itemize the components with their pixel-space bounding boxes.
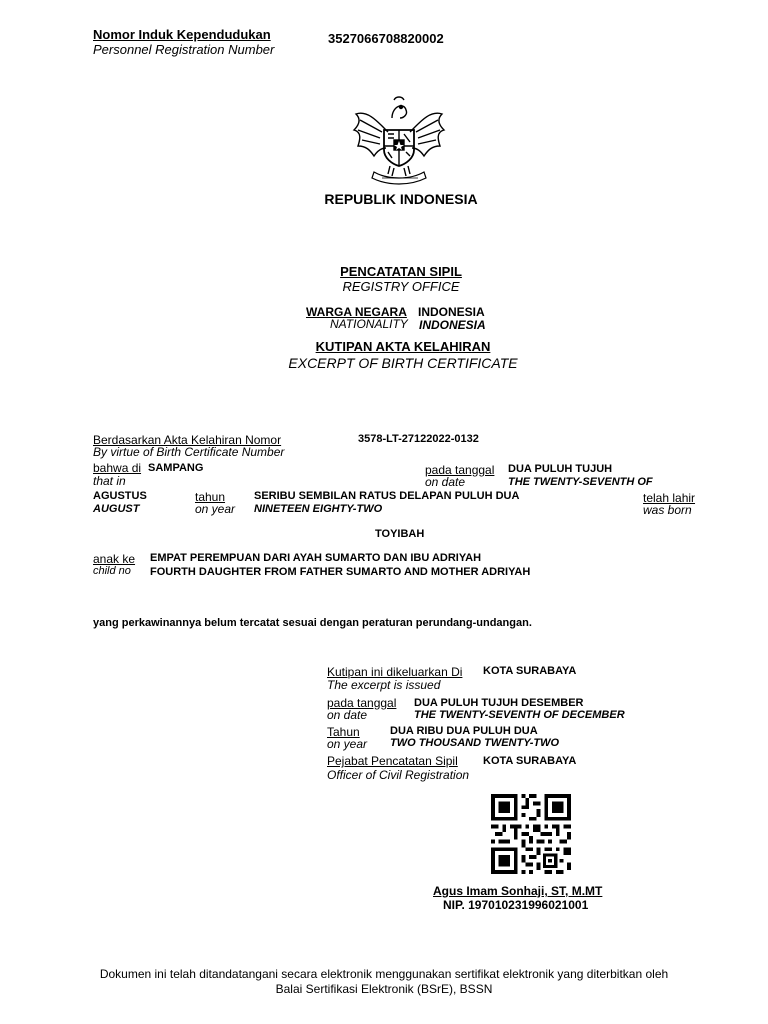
issued-value: KOTA SURABAYA <box>483 665 577 677</box>
doc-title-id: KUTIPAN AKTA KELAHIRAN <box>315 339 491 354</box>
officer-label-id: Pejabat Pencatatan Sipil <box>327 754 458 768</box>
place-label-en: that in <box>93 474 126 488</box>
footer-line-1: Dokumen ini telah ditandatangani secara elektronik menggunakan sertifikat elektronik yang diterbitkan oleh <box>99 967 669 981</box>
doc-title-en: EXCERPT OF BIRTH CERTIFICATE <box>288 355 518 371</box>
e-signature-footer <box>0 967 768 997</box>
signatory-nip: NIP. 197010231996021001 <box>443 898 589 912</box>
issue-year-label-id: Tahun <box>327 725 360 739</box>
qr-code-icon <box>491 794 571 874</box>
month-en: AUGUST <box>93 503 140 515</box>
issue-date-value-en: THE TWENTY-SEVENTH OF DECEMBER <box>414 709 625 721</box>
cert-no-value: 3578-LT-27122022-0132 <box>358 433 479 445</box>
child-no-label-en: child no <box>93 565 131 577</box>
month-id: AGUSTUS <box>93 490 147 502</box>
nik-label-id: Nomor Induk Kependudukan <box>93 27 271 42</box>
year-label-id: tahun <box>195 490 226 504</box>
issued-label-en: The excerpt is issued <box>327 678 441 692</box>
officer-value: KOTA SURABAYA <box>483 755 577 767</box>
issue-year-value-en: TWO THOUSAND TWENTY-TWO <box>390 737 560 749</box>
child-no-value-id: EMPAT PEREMPUAN DARI AYAH SUMARTO DAN IBU ADRIYAH <box>150 552 482 564</box>
garuda-emblem-icon <box>348 92 450 186</box>
child-no-value-en: FOURTH DAUGHTER FROM FATHER SUMARTO AND MOTHER ADRIYAH <box>150 566 531 578</box>
cert-no-label-id: Berdasarkan Akta Kelahiran Nomor <box>93 433 282 447</box>
office-title-en: REGISTRY OFFICE <box>342 279 460 294</box>
place-value: SAMPANG <box>148 462 204 474</box>
nationality-label-id: WARGA NEGARA <box>306 305 407 319</box>
child-name: TOYIBAH <box>375 528 425 540</box>
year-value-en: NINETEEN EIGHTY-TWO <box>254 503 383 515</box>
born-label-id: telah lahir <box>643 491 696 505</box>
place-label-id: bahwa di <box>93 461 142 475</box>
date-value-id: DUA PULUH TUJUH <box>508 463 613 475</box>
officer-label-en: Officer of Civil Registration <box>327 768 470 782</box>
nik-value: 3527066708820002 <box>328 31 444 46</box>
date-label-en: on date <box>425 475 466 489</box>
date-label-id: pada tanggal <box>425 463 495 477</box>
issued-label-id: Kutipan ini dikeluarkan Di <box>327 665 463 679</box>
issue-year-value-id: DUA RIBU DUA PULUH DUA <box>390 725 538 737</box>
issue-date-label-en: on date <box>327 708 368 722</box>
date-value-en: THE TWENTY-SEVENTH OF <box>508 476 653 488</box>
nationality-value-en: INDONESIA <box>419 318 486 332</box>
footer-line-2: Balai Sertifikasi Elektronik (BSrE), BSSN <box>275 982 493 996</box>
born-label-en: was born <box>643 503 692 517</box>
issue-year-label-en: on year <box>327 737 368 751</box>
year-value-id: SERIBU SEMBILAN RATUS DELAPAN PULUH DUA <box>254 490 520 502</box>
nationality-label-en: NATIONALITY <box>330 317 408 331</box>
marriage-note: yang perkawinannya belum tercatat sesuai dengan peraturan perundang-undangan. <box>93 617 532 629</box>
cert-no-label-en: By virtue of Birth Certificate Number <box>93 445 285 459</box>
issue-date-value-id: DUA PULUH TUJUH DESEMBER <box>414 697 584 709</box>
child-no-label-id: anak ke <box>93 552 136 566</box>
nik-label-en: Personnel Registration Number <box>93 42 275 57</box>
office-title-id: PENCATATAN SIPIL <box>340 264 462 279</box>
year-label-en: on year <box>195 502 236 516</box>
signatory-name: Agus Imam Sonhaji, ST, M.MT <box>433 884 603 898</box>
nationality-value-id: INDONESIA <box>418 305 485 319</box>
issue-date-label-id: pada tanggal <box>327 696 397 710</box>
country-title: REPUBLIK INDONESIA <box>324 191 478 207</box>
